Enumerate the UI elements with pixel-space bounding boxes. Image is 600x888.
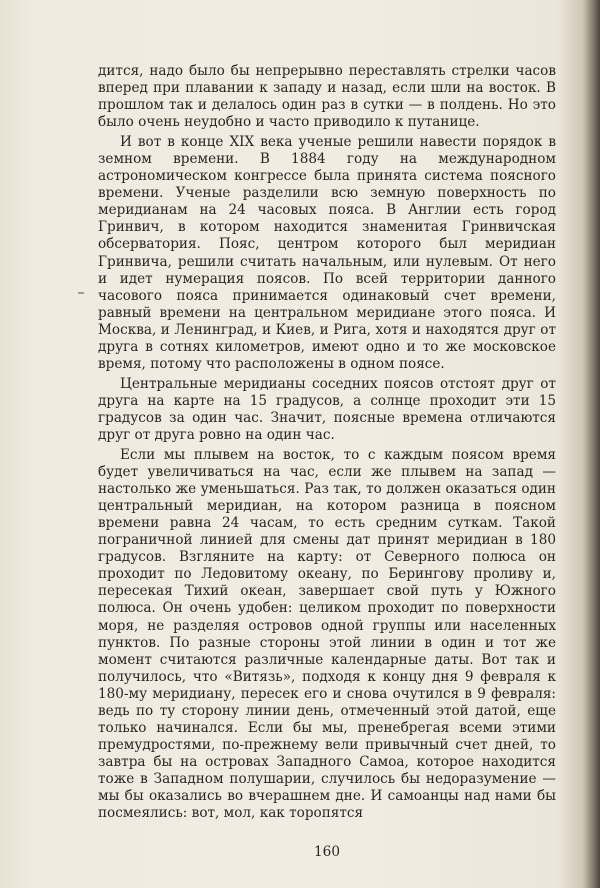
- paragraph-1: дится, надо было бы непрерывно переставлять стрелки часов вперед при плавании к западу и назад, если шли на восток. В прошлом так и делалось один раз в сутки — в полдень. Но это было очень неудобно и часто приводило к путанице.: [98, 63, 556, 131]
- paragraph-2: И вот в конце XIX века ученые решили навести порядок в земном времени. В 1884 году на международном астрономическом конгрессе была принята система поясного времени. Ученые разделили всю земную поверхность по меридианам на 24 часовых пояса. В Англии есть город Гринвич, в котором находится знаменитая Гринвичская обсерватория. Пояс, центром которого был меридиан Гринвича, решили считать начальным, или нулевым. От него и идет нумерация поясов. По всей территории данного часового пояса принимается одинаковый счет времени, равный времени на центральном меридиане этого пояса. И Москва, и Ленинград, и Киев, и Рига, хотя и находятся друг от друга в сотнях километров, имеют одно и то же московское время, потому что расположены в одном поясе.: [98, 134, 556, 372]
- paragraph-3: Центральные меридианы соседних поясов отстоят друг от друга на карте на 15 градусов, а солнце проходит эти 15 градусов за один час. Значит, поясные времена отличаются друг от друга ровно на один час.: [98, 375, 556, 443]
- body-text: [98, 63, 556, 822]
- page-number: 160: [314, 844, 340, 860]
- paragraph-4: Если мы плывем на восток, то с каждым поясом время будет увеличиваться на час, если же плывем на запад — настолько же уменьшаться. Раз так, то должен оказаться один центральный меридиан, на котором разница в поясном времени равна 24 часам, то есть средним суткам. Такой пограничной линией для смены дат принят меридиан в 180 градусов. Взгляните на карту: от Северного полюса он проходит по Ледовитому океану, по Берингову проливу и, пересекая Тихий океан, завершает свой путь у Южного полюса. Он очень удобен: целиком проходит по поверхности моря, не разделяя островов одной группы или населенных пунктов. По разные стороны этой линии в один и тот же момент считаются различные календарные даты. Вот так и получилось, что «Витязь», подходя к концу дня 9 февраля к 180-му меридиану, пересек его и снова очутился в 9 февраля: ведь по ту сторону линии день, отмеченный этой датой, еще только начинался. Если бы мы, пренебрегая всеми этими премудростями, по-прежнему вели привычный счет дней, то завтра бы на островах Западного Самоа, которое находится тоже в Западном полушарии, случилось бы недоразумение — мы бы оказались во вчерашнем дне. И самоанцы над нами бы посмеялись: вот, мол, как торопятся: [98, 447, 556, 822]
- margin-mark: [78, 292, 84, 294]
